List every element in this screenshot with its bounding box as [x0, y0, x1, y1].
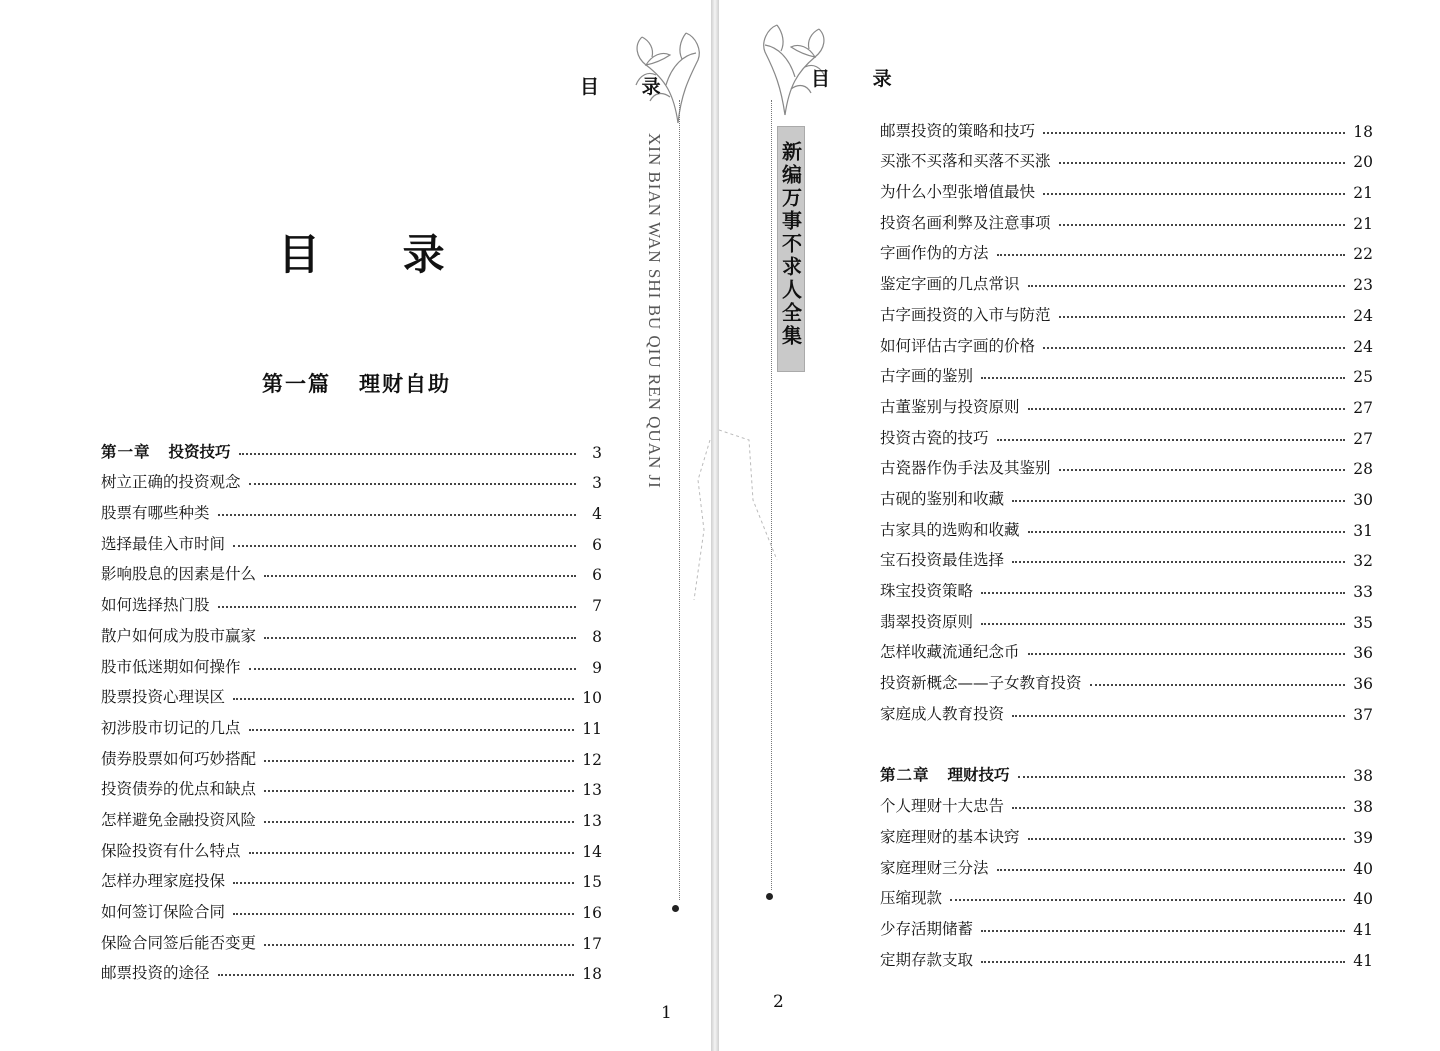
- toc-page-number: 32: [1353, 552, 1373, 571]
- dot-leader: [239, 453, 576, 455]
- toc-entry: [880, 509, 1373, 540]
- dot-leader: [1018, 776, 1346, 778]
- part-name: 理财自助: [359, 371, 451, 396]
- toc-entry-title: 古砚的鉴别和收藏: [880, 489, 1005, 508]
- toc-entry: [101, 615, 602, 646]
- toc-entry: [101, 707, 602, 738]
- toc-entry: [101, 677, 602, 708]
- toc-entry: [101, 891, 602, 922]
- toc-entry: [101, 462, 602, 493]
- part-number: 第一篇: [262, 371, 331, 396]
- dot-leader: [218, 514, 576, 516]
- toc-page-number: 39: [1353, 828, 1373, 847]
- dot-leader: [233, 698, 574, 700]
- right-page: [719, 0, 1440, 1051]
- toc-entry: [880, 448, 1373, 479]
- toc-entry-title: 古字画投资的入市与防范: [880, 305, 1051, 324]
- toc-page-number: 27: [1353, 398, 1373, 417]
- book-gutter: [711, 0, 719, 1051]
- toc-entry-title: 翡翠投资原则: [880, 612, 974, 631]
- toc-entry: [101, 953, 602, 984]
- dot-leader: [981, 961, 1345, 963]
- toc-entry-title: 初涉股市切记的几点: [101, 718, 241, 737]
- toc-entry-title: 股票有哪些种类: [101, 504, 210, 523]
- toc-entry: [880, 908, 1373, 939]
- toc-entry-title: 家庭理财的基本诀窍: [880, 827, 1020, 846]
- toc-page-number: 17: [582, 934, 602, 953]
- dot-leader: [1043, 132, 1345, 134]
- rule-end-dot: [672, 905, 679, 912]
- toc-page-number: 28: [1353, 460, 1373, 479]
- dot-leader: [981, 377, 1345, 379]
- toc-entry: [880, 785, 1373, 816]
- dot-leader: [264, 821, 574, 823]
- toc-list-right: [880, 110, 1373, 970]
- dot-leader: [1028, 653, 1346, 655]
- toc-page-number: 6: [592, 535, 602, 554]
- toc-entry: [880, 110, 1373, 141]
- toc-entry: [880, 816, 1373, 847]
- toc-entry-title: 邮票投资的途径: [101, 964, 210, 983]
- toc-page-number: 12: [582, 750, 602, 769]
- toc-entry-title: 保险投资有什么特点: [101, 841, 241, 860]
- dot-leader: [1059, 162, 1346, 164]
- dot-leader: [264, 790, 574, 792]
- dot-leader: [1012, 561, 1345, 563]
- toc-entry: [880, 478, 1373, 509]
- toc-page-number: 38: [1353, 798, 1373, 817]
- dot-leader: [1059, 224, 1346, 226]
- toc-entry: [880, 939, 1373, 970]
- toc-page-number: 20: [1353, 153, 1373, 172]
- toc-page-number: 15: [582, 873, 602, 892]
- toc-entry: [880, 847, 1373, 878]
- toc-page-number: 36: [1353, 644, 1373, 663]
- dot-leader: [1059, 469, 1346, 471]
- dot-leader: [1028, 285, 1346, 287]
- chapter-title: 理财技巧: [947, 765, 1010, 785]
- toc-entry: [880, 386, 1373, 417]
- toc-entry: [880, 171, 1373, 202]
- toc-page-number: 24: [1353, 337, 1373, 356]
- toc-entry: [880, 263, 1373, 294]
- toc-entry-title: 邮票投资的策略和技巧: [880, 121, 1036, 140]
- toc-entry-title: 怎样避免金融投资风险: [101, 810, 257, 829]
- part-heading: [262, 368, 451, 398]
- dot-leader: [264, 637, 576, 639]
- toc-page-number: 40: [1353, 890, 1373, 909]
- toc-entry: [101, 646, 602, 677]
- dot-leader: [249, 729, 575, 731]
- toc-entry-title: 古董鉴别与投资原则: [880, 397, 1020, 416]
- toc-entry: [101, 554, 602, 585]
- spine-title: 新编万事不求人全集: [778, 141, 803, 348]
- dot-leader: [1043, 193, 1345, 195]
- toc-page-number: 35: [1353, 613, 1373, 632]
- dot-leader: [1090, 684, 1346, 686]
- toc-entry: [880, 693, 1373, 724]
- dot-leader: [218, 606, 576, 608]
- dot-leader: [1012, 500, 1345, 502]
- toc-entry-title: 如何签订保险合同: [101, 903, 226, 921]
- toc-entry-title: 股市低迷期如何操作: [101, 657, 241, 676]
- dot-leader: [264, 575, 576, 577]
- toc-entry: [101, 922, 602, 953]
- toc-page-number: 22: [1353, 245, 1373, 264]
- toc-page-number: 38: [1353, 767, 1373, 786]
- toc-entry: [880, 233, 1373, 264]
- toc-chapter-entry: [880, 755, 1373, 786]
- toc-entry-title: 鉴定字画的几点常识: [880, 275, 1020, 294]
- toc-page-number: 4: [592, 505, 602, 524]
- dot-leader: [264, 760, 574, 762]
- toc-page-number: 3: [592, 443, 602, 462]
- toc-page-number: 18: [582, 965, 602, 984]
- page-number: 1: [661, 1003, 672, 1023]
- dot-leader: [233, 545, 576, 547]
- toc-entry-title: 古瓷器作伪手法及其鉴别: [880, 459, 1051, 478]
- dot-leader: [233, 913, 574, 915]
- toc-entry-title: 如何评估古字画的价格: [880, 336, 1036, 355]
- rule-end-dot: [766, 893, 773, 900]
- toc-list-left: [101, 431, 602, 983]
- toc-page-number: 36: [1353, 675, 1373, 694]
- toc-page-number: 14: [582, 842, 602, 861]
- toc-entry-title: 少存活期储蓄: [880, 919, 974, 938]
- toc-chapter-entry: [101, 431, 602, 462]
- toc-entry-title: 债券股票如何巧妙搭配: [101, 749, 257, 768]
- toc-entry-title: [880, 763, 1018, 785]
- dot-leader: [997, 439, 1346, 441]
- toc-page-number: 41: [1353, 951, 1373, 970]
- chapter-title: 投资技巧: [168, 441, 231, 461]
- toc-page-number: 41: [1353, 920, 1373, 939]
- toc-spacer: [880, 724, 1373, 755]
- toc-page-number: 25: [1353, 368, 1373, 387]
- toc-page-number: 3: [592, 474, 602, 493]
- toc-entry: [101, 799, 602, 830]
- toc-page-number: 21: [1353, 214, 1373, 233]
- toc-page-number: 6: [592, 566, 602, 585]
- toc-entry: [880, 601, 1373, 632]
- toc-entry: [880, 202, 1373, 233]
- toc-entry-title: 影响股息的因素是什么: [101, 565, 257, 584]
- toc-entry-title: [101, 440, 239, 462]
- toc-page-number: 30: [1353, 490, 1373, 509]
- toc-entry: [101, 523, 602, 554]
- dot-leader: [1012, 715, 1345, 717]
- toc-entry: [101, 769, 602, 800]
- chapter-number: 第一章: [101, 441, 151, 461]
- dot-leader: [218, 974, 575, 976]
- toc-entry: [880, 632, 1373, 663]
- toc-entry: [101, 861, 602, 892]
- toc-entry-title: 散户如何成为股市赢家: [101, 626, 257, 645]
- toc-entry-title: 投资新概念——子女教育投资: [880, 674, 1082, 693]
- dot-leader: [997, 254, 1346, 256]
- toc-page-number: 18: [1353, 122, 1373, 141]
- dot-leader: [1059, 316, 1346, 318]
- toc-page-number: 33: [1353, 583, 1373, 601]
- toc-entry-title: 家庭成人教育投资: [880, 704, 1005, 723]
- toc-entry: [880, 878, 1373, 909]
- dot-leader: [1028, 531, 1346, 533]
- toc-entry-title: 投资债券的优点和缺点: [101, 780, 257, 799]
- toc-entry: [101, 492, 602, 523]
- toc-title: 目 录: [278, 230, 479, 279]
- dot-leader: [1028, 408, 1346, 410]
- toc-page-number: 31: [1353, 521, 1373, 540]
- chapter-number: 第二章: [880, 765, 930, 785]
- toc-entry-title: 选择最佳入市时间: [101, 534, 226, 553]
- dot-leader: [981, 592, 1345, 594]
- toc-entry-title: 宝石投资最佳选择: [880, 551, 1005, 570]
- toc-entry-title: 树立正确的投资观念: [101, 473, 241, 492]
- toc-entry-title: 买涨不买落和买落不买涨: [880, 152, 1051, 171]
- dot-leader: [1012, 807, 1345, 809]
- spine-title-band: [777, 126, 805, 372]
- toc-page-number: 21: [1353, 184, 1373, 203]
- dot-leader: [1028, 838, 1346, 840]
- dot-leader: [249, 852, 575, 854]
- running-head: 目 录: [580, 76, 679, 98]
- dot-leader: [249, 668, 576, 670]
- toc-entry-title: 古字画的鉴别: [880, 367, 974, 386]
- running-head: 目 录: [811, 68, 910, 90]
- toc-entry-title: 怎样办理家庭投保: [101, 872, 226, 891]
- toc-page-number: 10: [582, 689, 602, 708]
- dot-leader: [997, 869, 1346, 871]
- toc-entry-title: 压缩现款: [880, 889, 943, 908]
- toc-page-number: 40: [1353, 859, 1373, 878]
- toc-entry-title: 如何选择热门股: [101, 596, 210, 615]
- toc-entry-title: 古家具的选购和收藏: [880, 520, 1020, 539]
- toc-entry-title: 为什么小型张增值最快: [880, 183, 1036, 202]
- toc-page-number: 13: [582, 781, 602, 800]
- toc-page-number: 37: [1353, 705, 1373, 724]
- toc-entry: [880, 325, 1373, 356]
- toc-page-number: 7: [592, 597, 602, 616]
- dot-leader: [249, 483, 576, 485]
- toc-entry-title: 保险合同签后能否变更: [101, 933, 257, 952]
- left-page: [0, 0, 711, 1051]
- toc-entry: [880, 417, 1373, 448]
- toc-entry: [880, 662, 1373, 693]
- dot-leader: [981, 623, 1345, 625]
- toc-page-number: 23: [1353, 276, 1373, 295]
- toc-entry-title: 怎样收藏流通纪念币: [880, 643, 1020, 662]
- dot-leader: [1043, 347, 1345, 349]
- toc-entry-title: 家庭理财三分法: [880, 858, 989, 877]
- toc-entry-title: 字画作伪的方法: [880, 244, 989, 263]
- toc-entry-title: 定期存款支取: [880, 950, 974, 969]
- toc-entry: [880, 294, 1373, 325]
- toc-entry-title: 股票投资心理误区: [101, 688, 226, 707]
- toc-page-number: 24: [1353, 306, 1373, 325]
- toc-entry: [101, 830, 602, 861]
- toc-entry-title: 珠宝投资策略: [880, 582, 974, 600]
- series-title-pinyin: XIN BIAN WAN SHI BU QIU REN QUAN JI: [645, 133, 664, 489]
- toc-entry: [880, 570, 1373, 601]
- dot-leader: [981, 930, 1345, 932]
- toc-entry: [880, 356, 1373, 387]
- toc-page-number: 27: [1353, 429, 1373, 448]
- toc-entry: [880, 540, 1373, 571]
- toc-entry-title: 投资名画利弊及注意事项: [880, 213, 1051, 232]
- toc-entry: [880, 141, 1373, 172]
- toc-page-number: 11: [582, 719, 602, 738]
- toc-entry-title: 个人理财十大忠告: [880, 797, 1005, 816]
- toc-entry-title: 投资古瓷的技巧: [880, 428, 989, 447]
- margin-ornament-line: [690, 440, 711, 600]
- dot-leader: [264, 944, 574, 946]
- toc-page-number: 16: [582, 904, 602, 922]
- margin-rule: [679, 100, 680, 900]
- toc-entry: [101, 738, 602, 769]
- toc-page-number: 13: [582, 811, 602, 830]
- dot-leader: [233, 882, 574, 884]
- toc-page-number: 9: [592, 658, 602, 677]
- toc-entry: [101, 584, 602, 615]
- dot-leader: [950, 899, 1345, 901]
- toc-page-number: 8: [592, 627, 602, 646]
- page-number: 2: [773, 992, 784, 1012]
- margin-ornament-line: [719, 420, 779, 580]
